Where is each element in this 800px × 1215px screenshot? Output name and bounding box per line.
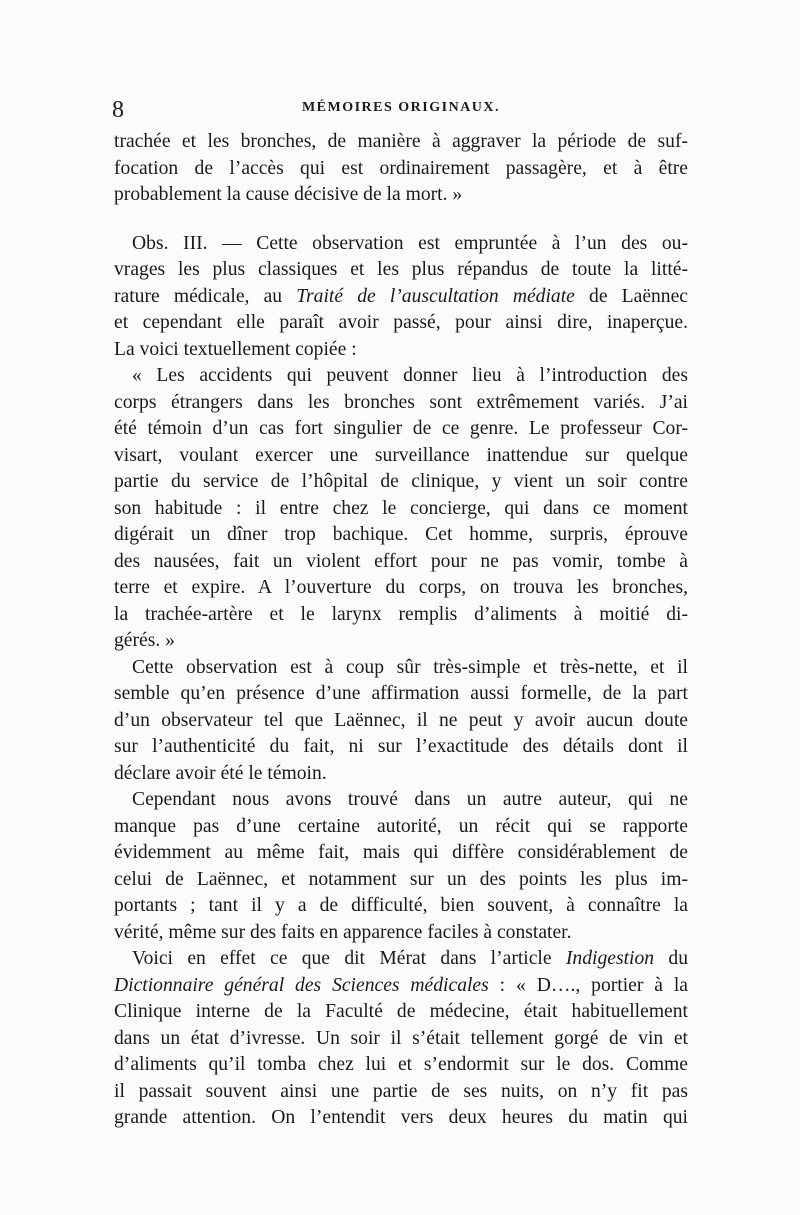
text-fragment: de Laënnec <box>589 285 688 307</box>
text-line: semble qu’en présence d’une affirmation aussi formelle, de la part <box>114 683 688 704</box>
text-line: il passait souvent ainsi une partie de ses nuits, on n’y fit pas <box>114 1080 688 1102</box>
text-line: sur l’authenticité du fait, ni sur l’exactitude des détails dont il <box>114 736 688 757</box>
text-line: manque pas d’une certaine autorité, un récit qui se rapporte <box>114 815 688 837</box>
text-line: portants ; tant il y a de difficulté, bien souvent, à connaître la <box>114 895 688 916</box>
paragraph-1 <box>114 129 688 209</box>
paragraph-3 <box>114 363 688 655</box>
text-line: vérité, même sur des faits en apparence faciles à constater. <box>114 921 572 943</box>
text-line: d’un observateur tel que Laënnec, il ne peut y avoir aucun doute <box>114 709 688 731</box>
text-line: et cependant elle paraît avoir passé, pour ainsi dire, inaperçue. <box>114 312 688 333</box>
text-line: été témoin d’un cas fort singulier de ce genre. Le professeur Cor- <box>114 418 688 439</box>
dictionary-title: Dictionnaire général des Sciences médicales <box>114 974 489 996</box>
paragraph-2 <box>114 231 688 364</box>
article-title: Indigestion <box>565 948 655 969</box>
text-fragment: Voici en effet ce que dit Mérat dans l’article <box>132 948 552 969</box>
text-line: corps étrangers dans les bronches sont extrêmement variés. J’ai <box>114 391 688 413</box>
text-line: digérait un dîner trop bachique. Cet homme, surpris, éprouve <box>114 524 688 545</box>
body-text <box>114 129 688 1132</box>
text-line: celui de Laënnec, et notamment sur un des points les plus im- <box>114 868 688 890</box>
paragraph-6 <box>114 946 688 1132</box>
text-line: vrages les plus classiques et les plus répandus de toute la litté- <box>114 259 688 280</box>
text-line: visart, voulant exercer une surveillance inattendue sur quelque <box>114 444 688 466</box>
text-line: terre et expire. A l’ouverture du corps, on trouva les bronches, <box>114 577 688 598</box>
text-line: Clinique interne de la Faculté de médecine, était habituellement <box>114 1001 688 1022</box>
text-line: d’aliments qu’il tomba chez lui et s’endormit sur le dos. Comme <box>114 1054 688 1075</box>
text-line: « Les accidents qui peuvent donner lieu à l’introduction des <box>132 365 688 386</box>
text-line: partie du service de l’hôpital de clinique, y vient un soir contre <box>114 471 688 492</box>
paragraph-5 <box>114 787 688 946</box>
text-fragment: rature médicale, au <box>114 285 283 307</box>
text-line: trachée et les bronches, de manière à aggraver la période de suf- <box>114 131 688 152</box>
text-line: Cette observation est à coup sûr très-simple et très-nette, et il <box>132 656 688 678</box>
text-line: gérés. » <box>114 630 175 651</box>
text-line: son habitude : il entre chez le concierge, qui dans ce moment <box>114 497 688 519</box>
text-line: la trachée-artère et le larynx remplis d’aliments à moitié di- <box>114 603 688 625</box>
book-title: Traité de l’auscultation médiate <box>296 285 575 307</box>
page-header <box>112 96 690 126</box>
text-line: focation de l’accès qui est ordinairement passagère, et à être <box>114 157 688 179</box>
text-line-with-title <box>114 946 688 973</box>
text-line: grande attention. On l’entendit vers deux heures du matin qui <box>114 1107 688 1128</box>
page-number: 8 <box>112 97 124 123</box>
running-head: MÉMOIRES ORIGINAUX. <box>301 100 501 115</box>
text-line: probablement la cause décisive de la mort. » <box>114 184 463 205</box>
text-line-with-title <box>114 973 688 1000</box>
text-line: évidemment au même fait, mais qui diffère considérablement de <box>114 842 688 863</box>
text-line-with-title <box>114 284 688 311</box>
text-line: Cependant nous avons trouvé dans un autre auteur, qui ne <box>132 789 688 810</box>
text-line: des nausées, fait un violent effort pour ne pas vomir, tombe à <box>114 550 688 572</box>
paragraph-4 <box>114 655 688 788</box>
text-line: Obs. III. — Cette observation est empruntée à l’un des ou- <box>132 232 688 254</box>
text-fragment: : « D…., portier à la <box>499 974 688 996</box>
text-line: La voici textuellement copiée : <box>114 338 357 360</box>
text-fragment: du <box>668 948 688 969</box>
text-line: déclare avoir été le témoin. <box>114 762 327 784</box>
text-line: dans un état d’ivresse. Un soir il s’était tellement gorgé de vin et <box>114 1027 688 1049</box>
